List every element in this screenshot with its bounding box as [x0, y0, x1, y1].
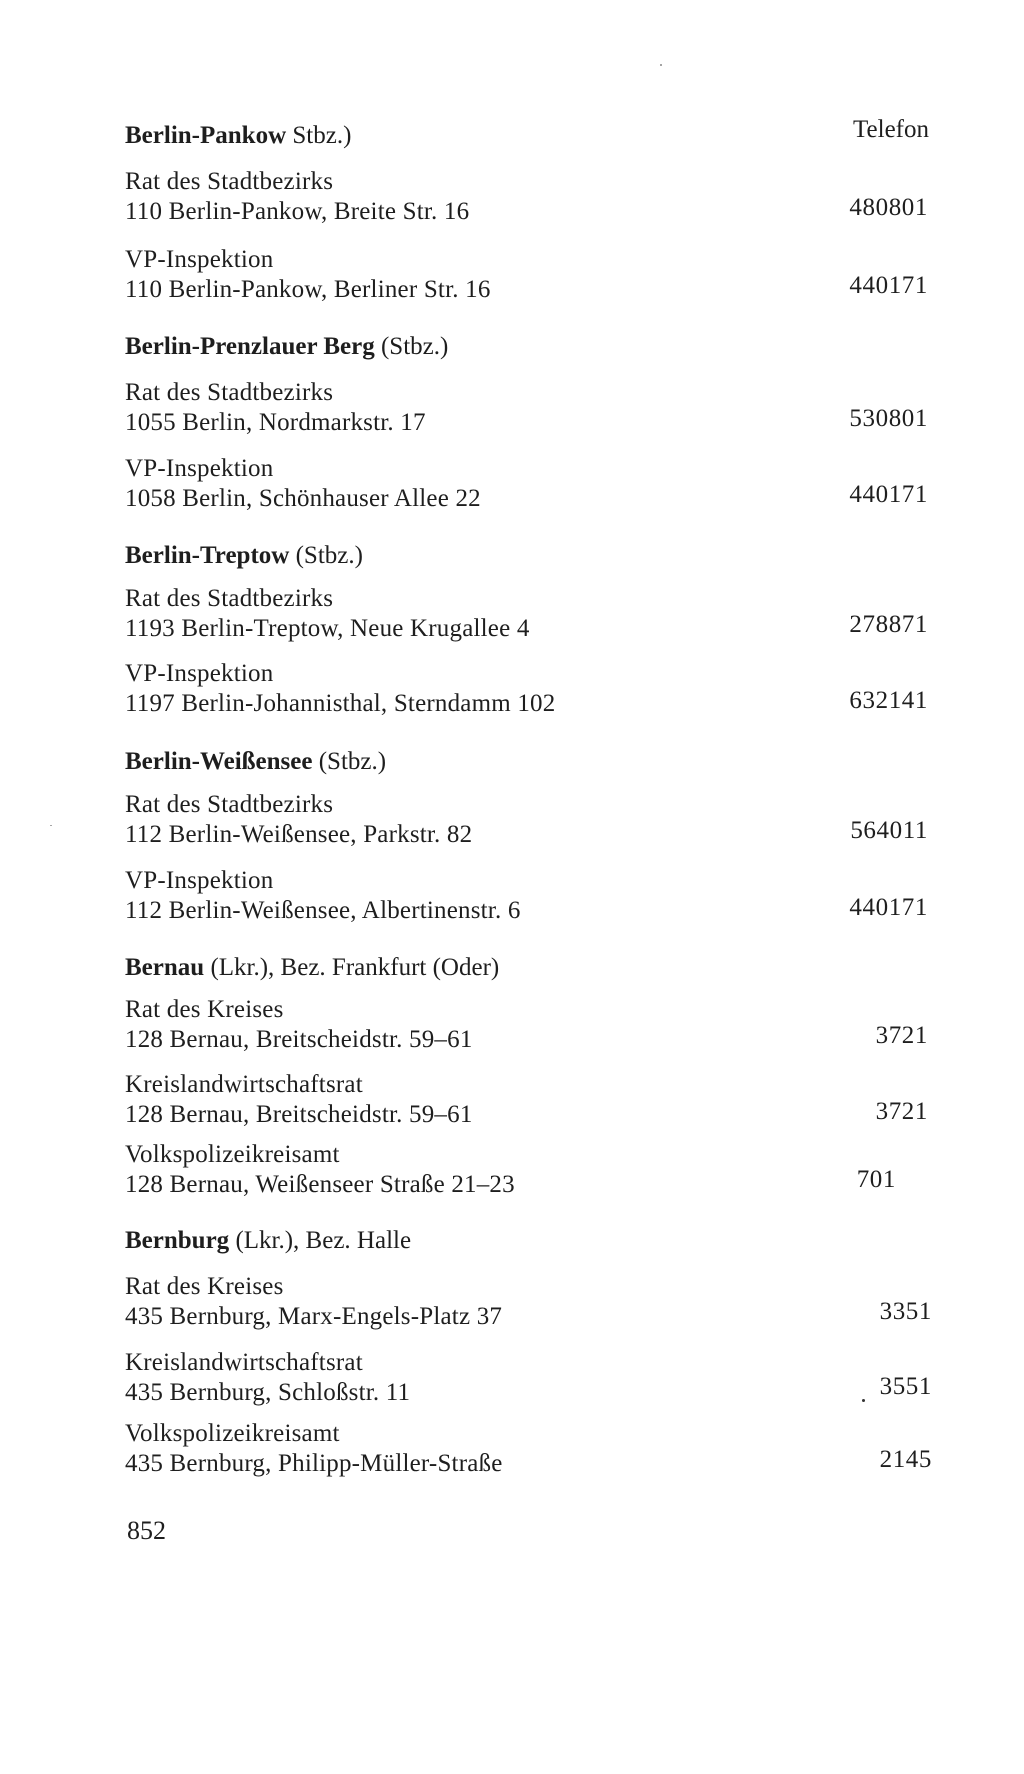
entry-label: Rat des Stadtbezirks	[125, 168, 334, 195]
entry-address: 1055 Berlin, Nordmarkstr. 17	[125, 409, 426, 436]
entry-name: Bernau	[125, 954, 205, 981]
entry-phone: 3551	[879, 1373, 932, 1400]
entry-suffix: (Stbz.)	[289, 542, 363, 569]
entry-phone: 3721	[875, 1098, 928, 1125]
entry-address: 128 Bernau, Breitscheidstr. 59–61	[125, 1026, 473, 1053]
entry-phone: 2145	[879, 1446, 932, 1473]
entry-label: Rat des Kreises	[125, 1273, 284, 1300]
entry-address: 110 Berlin-Pankow, Berliner Str. 16	[125, 276, 491, 303]
entry-suffix: (Stbz.)	[312, 748, 387, 775]
entry-heading	[125, 747, 386, 777]
entry-label: Rat des Kreises	[125, 996, 284, 1023]
entry-address: 128 Bernau, Weißenseer Straße 21–23	[125, 1171, 515, 1198]
entry-label: Rat des Stadtbezirks	[125, 585, 334, 612]
entry-label: Rat des Stadtbezirks	[125, 791, 334, 818]
entry-phone: 3351	[879, 1298, 932, 1325]
entry-address: 1058 Berlin, Schönhauser Allee 22	[125, 485, 481, 512]
entry-phone: 440171	[849, 272, 928, 299]
entry-address: 112 Berlin-Weißensee, Parkstr. 82	[125, 821, 473, 848]
entry-address: 435 Bernburg, Philipp-Müller-Straße	[125, 1450, 503, 1477]
entry-address: 110 Berlin-Pankow, Breite Str. 16	[125, 198, 470, 225]
print-speck	[50, 825, 52, 826]
entry-name: Berlin-Weißensee	[125, 748, 313, 775]
print-speck	[660, 64, 662, 66]
entry-label: Volkspolizeikreisamt	[125, 1420, 340, 1447]
entry-heading	[125, 541, 363, 571]
entry-address: 1193 Berlin-Treptow, Neue Krugallee 4	[125, 615, 530, 642]
entry-name: Bernburg	[125, 1227, 230, 1254]
entry-phone: 440171	[849, 481, 928, 508]
entry-label: VP-Inspektion	[125, 660, 274, 687]
entry-label: VP-Inspektion	[125, 455, 274, 482]
entry-suffix: (Stbz.)	[374, 333, 449, 360]
entry-phone: 701	[856, 1166, 896, 1193]
entry-heading	[125, 1226, 411, 1256]
entry-label: VP-Inspektion	[125, 867, 274, 894]
entry-label: Kreislandwirtschaftsrat	[125, 1349, 363, 1376]
entry-suffix: (Lkr.), Bez. Frankfurt (Oder)	[204, 954, 500, 981]
entry-label: Kreislandwirtschaftsrat	[125, 1071, 363, 1098]
entry-label: VP-Inspektion	[125, 246, 274, 273]
entry-name: Berlin-Treptow	[125, 542, 290, 569]
entry-address: 112 Berlin-Weißensee, Albertinenstr. 6	[125, 897, 521, 924]
entry-phone: 632141	[849, 687, 928, 714]
entry-address: 1197 Berlin-Johannisthal, Sterndamm 102	[125, 690, 556, 717]
entry-name: Berlin-Pankow	[125, 122, 287, 149]
entry-heading	[125, 953, 499, 983]
entry-phone: 440171	[849, 894, 928, 921]
entry-suffix: (Lkr.), Bez. Halle	[229, 1227, 412, 1254]
entry-phone: 564011	[850, 817, 928, 844]
entry-address: 128 Bernau, Breitscheidstr. 59–61	[125, 1101, 473, 1128]
phone-column-header: Telefon	[853, 116, 929, 143]
entry-heading	[125, 332, 448, 362]
entry-phone: 3721	[875, 1022, 928, 1049]
page-number: 852	[127, 1516, 166, 1545]
entry-suffix: Stbz.)	[286, 122, 352, 149]
entry-phone: 480801	[849, 194, 928, 221]
print-speck	[862, 1399, 865, 1402]
entry-label: Volkspolizeikreisamt	[125, 1141, 340, 1168]
entry-address: 435 Bernburg, Marx-Engels-Platz 37	[125, 1303, 503, 1330]
entry-label: Rat des Stadtbezirks	[125, 379, 334, 406]
entry-phone: 530801	[849, 405, 928, 432]
entry-name: Berlin-Prenzlauer Berg	[125, 333, 375, 360]
entry-address: 435 Bernburg, Schloßstr. 11	[125, 1379, 411, 1406]
entry-phone: 278871	[849, 611, 928, 638]
entry-heading	[125, 121, 351, 151]
